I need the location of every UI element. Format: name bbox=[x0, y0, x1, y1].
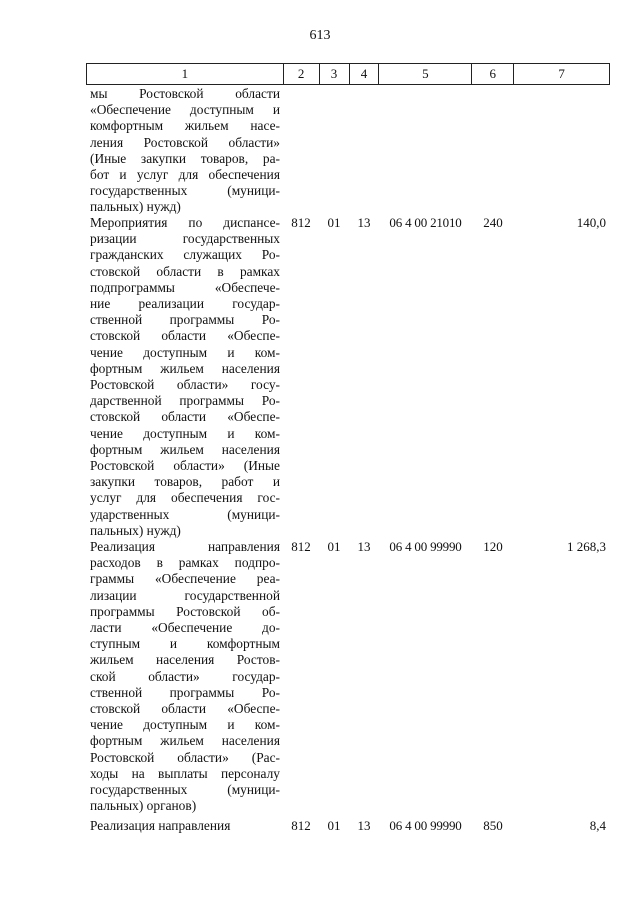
description-line: фортным жильем населения bbox=[90, 360, 280, 376]
row-description bbox=[90, 86, 280, 216]
description-line: подпрограммы «Обеспече- bbox=[90, 279, 280, 295]
row-cell-c5: 06 4 00 99990 bbox=[389, 539, 462, 554]
description-line: программы Ростовской об- bbox=[90, 603, 280, 619]
description-line: пальных) органов) bbox=[90, 798, 197, 814]
row-cell-c4: 13 bbox=[357, 215, 371, 230]
row-description bbox=[90, 539, 280, 814]
description-line: расходов в рамках подпро- bbox=[90, 555, 280, 571]
description-line: Реализация направления bbox=[90, 818, 231, 833]
description-line: Ростовской области» (Рас- bbox=[90, 749, 280, 765]
description-line: «Обеспечение доступным и bbox=[90, 102, 280, 118]
description-line: дарственной программы Ро- bbox=[90, 393, 280, 409]
description-line: бот и услуг для обеспечения bbox=[90, 167, 280, 183]
description-line: Мероприятия по диспансе- bbox=[90, 215, 280, 230]
page-number: 613 bbox=[309, 28, 331, 43]
row-cell-c6: 240 bbox=[483, 215, 503, 230]
description-line: мы Ростовской области bbox=[90, 86, 280, 101]
description-line: ственной программы Ро- bbox=[90, 312, 280, 328]
header-col-5: 5 bbox=[379, 64, 472, 84]
table-row bbox=[86, 86, 610, 216]
row-cell-c2: 812 bbox=[291, 818, 311, 833]
description-line: ления Ростовской области» bbox=[90, 134, 280, 150]
description-line: ской области» государ- bbox=[90, 668, 280, 684]
description-line: Реализация направления bbox=[90, 539, 280, 554]
description-line: фортным жильем населения bbox=[90, 441, 280, 457]
description-line: ступным и комфортным bbox=[90, 636, 280, 652]
description-line: фортным жильем населения bbox=[90, 733, 280, 749]
row-cell-c2: 812 bbox=[291, 539, 311, 554]
header-col-1: 1 bbox=[87, 64, 284, 84]
description-line: граммы «Обеспечение реа- bbox=[90, 571, 280, 587]
row-cell-c3: 01 bbox=[327, 539, 341, 554]
table-row bbox=[86, 215, 610, 539]
table-row bbox=[86, 539, 610, 814]
row-cell-c4: 13 bbox=[357, 539, 371, 554]
description-line: государственных (муници- bbox=[90, 183, 280, 199]
header-col-3: 3 bbox=[320, 64, 350, 84]
description-line: ударственных (муници- bbox=[90, 506, 280, 522]
row-cell-c7: 140,0 bbox=[576, 215, 606, 230]
row-cell-c2: 812 bbox=[291, 215, 311, 230]
description-line: услуг для обеспечения гос- bbox=[90, 490, 280, 506]
description-line: жильем населения Ростов- bbox=[90, 652, 280, 668]
row-description bbox=[90, 215, 280, 539]
header-col-2: 2 bbox=[284, 64, 320, 84]
description-line: стовской области «Обеспе- bbox=[90, 701, 280, 717]
description-line: лизации государственной bbox=[90, 587, 280, 603]
description-line: (Иные закупки товаров, ра- bbox=[90, 150, 280, 166]
row-description bbox=[90, 818, 280, 834]
row-cell-c3: 01 bbox=[327, 818, 341, 833]
header-col-7: 7 bbox=[514, 64, 610, 84]
description-line: Ростовской области» госу- bbox=[90, 377, 280, 393]
description-line: ризации государственных bbox=[90, 231, 280, 247]
row-cell-c6: 850 bbox=[483, 818, 503, 833]
row-cell-c4: 13 bbox=[357, 818, 371, 833]
description-line: стовской области в рамках bbox=[90, 263, 280, 279]
description-line: гражданских служащих Ро- bbox=[90, 247, 280, 263]
row-cell-c5: 06 4 00 21010 bbox=[389, 215, 462, 230]
description-line: ние реализации государ- bbox=[90, 296, 280, 312]
row-cell-c5: 06 4 00 99990 bbox=[389, 818, 462, 833]
description-line: закупки товаров, работ и bbox=[90, 474, 280, 490]
description-line: пальных) нужд) bbox=[90, 199, 181, 215]
description-line: пальных) нужд) bbox=[90, 522, 181, 538]
header-col-4: 4 bbox=[350, 64, 380, 84]
description-line: стовской области «Обеспе- bbox=[90, 409, 280, 425]
description-line: ласти «Обеспечение до- bbox=[90, 620, 280, 636]
row-cell-c7: 8,4 bbox=[589, 818, 606, 833]
description-line: чение доступным и ком- bbox=[90, 425, 280, 441]
row-cell-c3: 01 bbox=[327, 215, 341, 230]
description-line: государственных (муници- bbox=[90, 782, 280, 798]
description-line: чение доступным и ком- bbox=[90, 717, 280, 733]
table-header bbox=[86, 63, 610, 85]
description-line: ходы на выплаты персоналу bbox=[90, 765, 280, 781]
table-row bbox=[86, 818, 610, 834]
description-line: ственной программы Ро- bbox=[90, 684, 280, 700]
row-cell-c7: 1 268,3 bbox=[567, 539, 606, 554]
description-line: Ростовской области» (Иные bbox=[90, 458, 280, 474]
description-line: чение доступным и ком- bbox=[90, 344, 280, 360]
description-line: стовской области «Обеспе- bbox=[90, 328, 280, 344]
header-col-6: 6 bbox=[472, 64, 514, 84]
row-cell-c6: 120 bbox=[483, 539, 503, 554]
description-line: комфортным жильем насе- bbox=[90, 118, 280, 134]
